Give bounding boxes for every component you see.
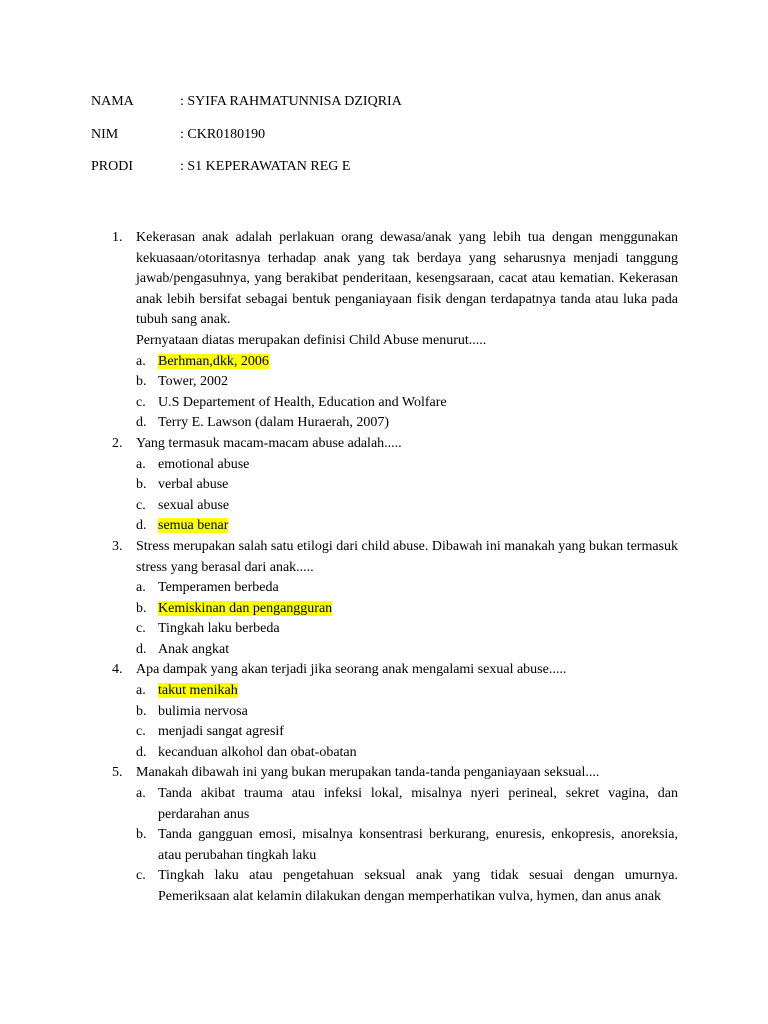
option-letter: d. [136,415,147,431]
option-d [136,640,678,661]
question-text: Manakah dibawah ini yang bukan merupakan tanda-tanda penganiayaan seksual.... [136,765,600,781]
option-letter: b. [136,703,147,719]
option-letter: b. [136,374,147,390]
option-text: Tower, 2002 [158,374,228,390]
option-text-highlighted: Kemiskinan dan pengangguran [158,600,333,616]
question-4 [112,660,678,763]
question-number: 3. [112,538,123,554]
option-b [136,825,678,866]
option-letter: d. [136,518,147,534]
question-text: Yang termasuk macam-macam abuse adalah..... [136,435,402,451]
option-letter: a. [136,456,146,472]
option-letter: c. [136,621,146,637]
option-text: Tingkah laku atau pengetahuan seksual anak yang tidak sesuai dengan umurnya. Pemeriksaan alat kelamin dilakukan dengan memperhatikan vulva, hymen, dan anus anak [158,868,678,904]
option-text: emotional abuse [158,456,250,472]
question-number: 2. [112,435,123,451]
option-letter: b. [136,827,147,843]
option-text-highlighted: semua benar [158,518,229,534]
option-a [136,352,678,373]
question-3 [112,537,678,661]
option-text: Tanda gangguan emosi, misalnya konsentrasi berkurang, enuresis, enkopresis, anoreksia, atau perubahan tingkah laku [158,827,678,863]
option-letter: a. [136,353,146,369]
question-number: 4. [112,662,123,678]
prodi-label: PRODI [91,159,134,174]
question-2 [112,434,678,537]
question-number: 1. [112,230,123,245]
question-prompt: Pernyataan diatas merupakan definisi Child Abuse menurut..... [136,332,487,348]
option-text: Temperamen berbeda [158,580,279,596]
option-c [136,866,678,907]
option-b [136,372,678,393]
option-c [136,722,678,743]
option-b [136,599,678,620]
question-number: 5. [112,765,123,781]
nim-label: NIM [91,127,119,142]
option-c [136,393,678,414]
nim-value: : CKR0180190 [180,127,266,142]
prodi-value: : S1 KEPERAWATAN REG E [180,159,351,174]
option-letter: c. [136,497,146,513]
option-text: bulimia nervosa [158,703,248,719]
option-text: U.S Departement of Health, Education and Wolfare [158,394,447,410]
option-text: verbal abuse [158,477,229,493]
option-b [136,475,678,496]
option-c [136,496,678,517]
option-text: Anak angkat [158,641,230,657]
option-letter: b. [136,600,147,616]
option-a [136,455,678,476]
option-letter: c. [136,868,146,884]
option-d [136,413,678,434]
option-c [136,619,678,640]
question-list [112,228,678,908]
option-letter: c. [136,724,146,740]
option-letter: d. [136,744,147,760]
question-text: Kekerasan anak adalah perlakuan orang dewasa/anak yang lebih tua dengan menggunakan kekuasaan/otoritasnya terhadap anak yang tak berdaya yang seharusnya menjadi tanggung jawab/pengasuhnya, yang berakibat penderitaan, kesengsaraan, cacat atau kematian. Kekerasan anak lebih bersifat sebagai bentuk penganiayaan fisik dengan terdapatnya tanda atau luka pada tubuh sang anak. [136,230,678,328]
option-d [136,516,678,537]
name-value: : SYIFA RAHMATUNNISA DZIQRIA [180,94,402,109]
option-text: sexual abuse [158,497,230,513]
option-text-highlighted: Berhman,dkk, 2006 [158,353,269,369]
option-text: Tanda akibat trauma atau infeksi lokal, misalnya nyeri perineal, sekret vagina, dan perdarahan anus [158,786,678,822]
option-a [136,681,678,702]
option-a [136,784,678,825]
option-text: Tingkah laku berbeda [158,621,280,637]
option-d [136,743,678,764]
question-text: Stress merupakan salah satu etilogi dari child abuse. Dibawah ini manakah yang bukan termasuk stress yang berasal dari anak..... [136,538,678,575]
option-text: kecanduan alkohol dan obat-obatan [158,744,357,760]
option-text-highlighted: takut menikah [158,683,238,699]
question-1 [112,228,678,434]
option-letter: b. [136,477,147,493]
option-a [136,578,678,599]
option-b [136,702,678,723]
question-text: Apa dampak yang akan terjadi jika seorang anak mengalami sexual abuse..... [136,662,567,678]
name-label: NAMA [91,94,134,109]
option-letter: c. [136,394,146,410]
option-letter: a. [136,786,146,802]
option-letter: a. [136,683,146,699]
option-text: menjadi sangat agresif [158,724,284,740]
option-letter: d. [136,641,147,657]
option-text: Terry E. Lawson (dalam Huraerah, 2007) [158,415,390,431]
option-letter: a. [136,580,146,596]
question-5 [112,763,678,907]
